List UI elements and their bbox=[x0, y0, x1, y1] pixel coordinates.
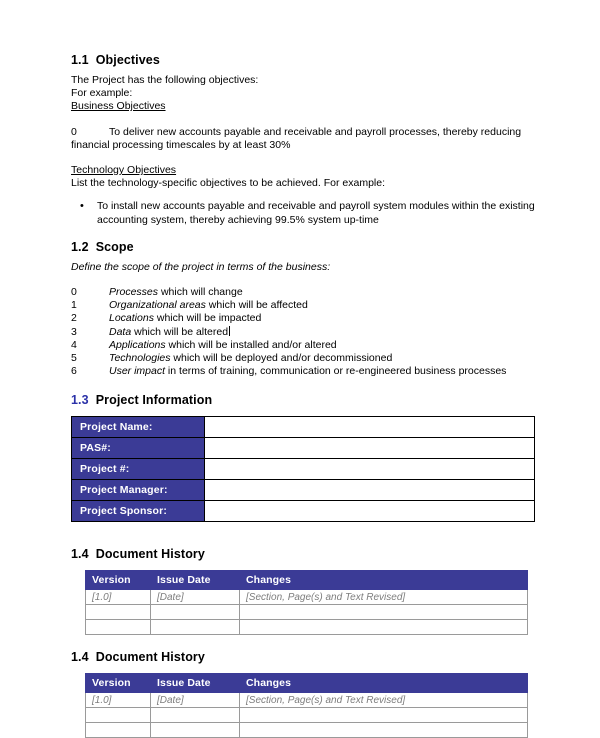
table-row bbox=[86, 693, 528, 708]
list-item bbox=[71, 352, 537, 365]
scope-item-emphasis: Organizational areas bbox=[109, 299, 206, 312]
document-history-table-2 bbox=[85, 673, 528, 738]
scope-item-index: 4 bbox=[71, 338, 77, 351]
heading-objectives-title: Objectives bbox=[95, 53, 160, 67]
scope-item-emphasis: Processes bbox=[109, 286, 159, 299]
cell-issue-date[interactable]: [Date] bbox=[151, 693, 240, 708]
scope-item-index: 3 bbox=[71, 325, 77, 338]
column-header-changes: Changes bbox=[240, 674, 528, 693]
table-row bbox=[86, 620, 528, 635]
scope-item-emphasis: Applications bbox=[109, 338, 166, 351]
list-item bbox=[71, 299, 537, 312]
project-information-label: Project #: bbox=[72, 459, 205, 480]
scope-item-index: 1 bbox=[71, 299, 77, 312]
heading-project-information-title: Project Information bbox=[95, 393, 213, 408]
table-row bbox=[72, 459, 535, 480]
cell-issue-date[interactable] bbox=[151, 708, 240, 723]
project-information-value[interactable] bbox=[205, 417, 535, 438]
cell-version[interactable] bbox=[86, 708, 151, 723]
business-objective-text: To deliver new accounts payable and receivable and payroll processes, thereby reducing financial processing timescales by at least 30% bbox=[71, 125, 522, 151]
column-header-version: Version bbox=[86, 674, 151, 693]
heading-document-history-1-number: 1.4 bbox=[71, 547, 89, 562]
list-item bbox=[71, 312, 537, 325]
project-information-label: PAS#: bbox=[72, 438, 205, 459]
scope-item-rest: which will be impacted bbox=[153, 312, 262, 325]
heading-document-history-2-number: 1.4 bbox=[71, 650, 89, 665]
cell-version[interactable]: [1.0] bbox=[86, 590, 151, 605]
scope-item-index: 0 bbox=[71, 286, 77, 299]
cell-changes[interactable] bbox=[240, 723, 528, 738]
table-header-row bbox=[86, 674, 528, 693]
table-header-row bbox=[86, 571, 528, 590]
technology-objectives-subheading: Technology Objectives bbox=[71, 164, 177, 177]
list-item bbox=[71, 286, 537, 299]
technology-objectives-bullet-list bbox=[71, 200, 537, 226]
scope-item-index: 5 bbox=[71, 352, 77, 365]
list-item: • To install new accounts payable and receivable and payroll system modules within the existing accounting system, thereby achieving 99.5% system up-time bbox=[71, 200, 537, 226]
technology-objectives-intro: List the technology-specific objectives to be achieved. For example: bbox=[71, 177, 386, 190]
heading-objectives-number: 1.1 bbox=[71, 53, 89, 67]
scope-item-rest: which will change bbox=[158, 286, 243, 299]
project-information-label: Project Name: bbox=[72, 417, 205, 438]
scope-item-list bbox=[71, 286, 537, 378]
heading-project-information-number: 1.3 bbox=[71, 393, 89, 408]
cell-changes[interactable] bbox=[240, 605, 528, 620]
business-objectives-subheading: Business Objectives bbox=[71, 100, 166, 113]
cell-changes[interactable] bbox=[240, 620, 528, 635]
column-header-issue-date: Issue Date bbox=[151, 571, 240, 590]
business-objective-item bbox=[71, 126, 537, 152]
scope-item-rest: which will be deployed and/or decommissioned bbox=[170, 352, 393, 365]
scope-item-rest: which will be affected bbox=[205, 299, 308, 312]
cell-version[interactable]: [1.0] bbox=[86, 693, 151, 708]
scope-item-rest: in terms of training, communication or re-engineered business processes bbox=[165, 365, 507, 378]
project-information-value[interactable] bbox=[205, 480, 535, 501]
cell-changes[interactable] bbox=[240, 708, 528, 723]
scope-item-rest: which will be installed and/or altered bbox=[165, 338, 337, 351]
list-item bbox=[71, 339, 537, 352]
document-history-table-1 bbox=[85, 570, 528, 635]
project-information-table bbox=[71, 416, 535, 522]
cell-version[interactable] bbox=[86, 605, 151, 620]
heading-document-history-2 bbox=[71, 649, 537, 665]
project-information-value[interactable] bbox=[205, 501, 535, 522]
cell-version[interactable] bbox=[86, 620, 151, 635]
project-information-label: Project Sponsor: bbox=[72, 501, 205, 522]
column-header-changes: Changes bbox=[240, 571, 528, 590]
document-body bbox=[71, 52, 537, 738]
cell-issue-date[interactable] bbox=[151, 605, 240, 620]
scope-item-rest: which will be altered bbox=[131, 325, 229, 338]
project-information-value[interactable] bbox=[205, 459, 535, 480]
column-header-issue-date: Issue Date bbox=[151, 674, 240, 693]
cell-changes[interactable]: [Section, Page(s) and Text Revised] bbox=[240, 590, 528, 605]
scope-intro: Define the scope of the project in terms of the business: bbox=[71, 260, 331, 273]
table-row bbox=[72, 501, 535, 522]
heading-project-information bbox=[71, 392, 537, 408]
heading-scope bbox=[71, 239, 537, 255]
project-information-value[interactable] bbox=[205, 438, 535, 459]
table-row bbox=[72, 480, 535, 501]
scope-item-index: 2 bbox=[71, 312, 77, 325]
table-row bbox=[86, 590, 528, 605]
scope-item-emphasis: Data bbox=[109, 325, 132, 338]
heading-objectives bbox=[71, 52, 537, 68]
scope-item-emphasis: User impact bbox=[109, 365, 166, 378]
cell-issue-date[interactable] bbox=[151, 723, 240, 738]
table-row bbox=[86, 723, 528, 738]
scope-item-index: 6 bbox=[71, 365, 77, 378]
list-item bbox=[71, 326, 537, 339]
scope-item-emphasis: Locations bbox=[109, 312, 154, 325]
cell-issue-date[interactable]: [Date] bbox=[151, 590, 240, 605]
cell-changes[interactable]: [Section, Page(s) and Text Revised] bbox=[240, 693, 528, 708]
objectives-intro-line-1: The Project has the following objectives: bbox=[71, 74, 259, 86]
objectives-intro-line-2: For example: bbox=[71, 87, 133, 100]
heading-scope-number: 1.2 bbox=[71, 239, 89, 254]
heading-document-history-1 bbox=[71, 546, 537, 562]
cell-version[interactable] bbox=[86, 723, 151, 738]
scope-item-emphasis: Technologies bbox=[109, 352, 171, 365]
table-row bbox=[72, 438, 535, 459]
heading-document-history-1-title: Document History bbox=[95, 547, 205, 562]
table-row bbox=[86, 708, 528, 723]
business-objective-marker: 0 bbox=[71, 125, 77, 138]
project-information-label: Project Manager: bbox=[72, 480, 205, 501]
column-header-version: Version bbox=[86, 571, 151, 590]
cell-issue-date[interactable] bbox=[151, 620, 240, 635]
table-row bbox=[72, 417, 535, 438]
heading-scope-title: Scope bbox=[95, 239, 134, 254]
list-item bbox=[71, 365, 537, 378]
text-cursor bbox=[229, 326, 230, 336]
heading-document-history-2-title: Document History bbox=[95, 650, 205, 665]
table-row bbox=[86, 605, 528, 620]
